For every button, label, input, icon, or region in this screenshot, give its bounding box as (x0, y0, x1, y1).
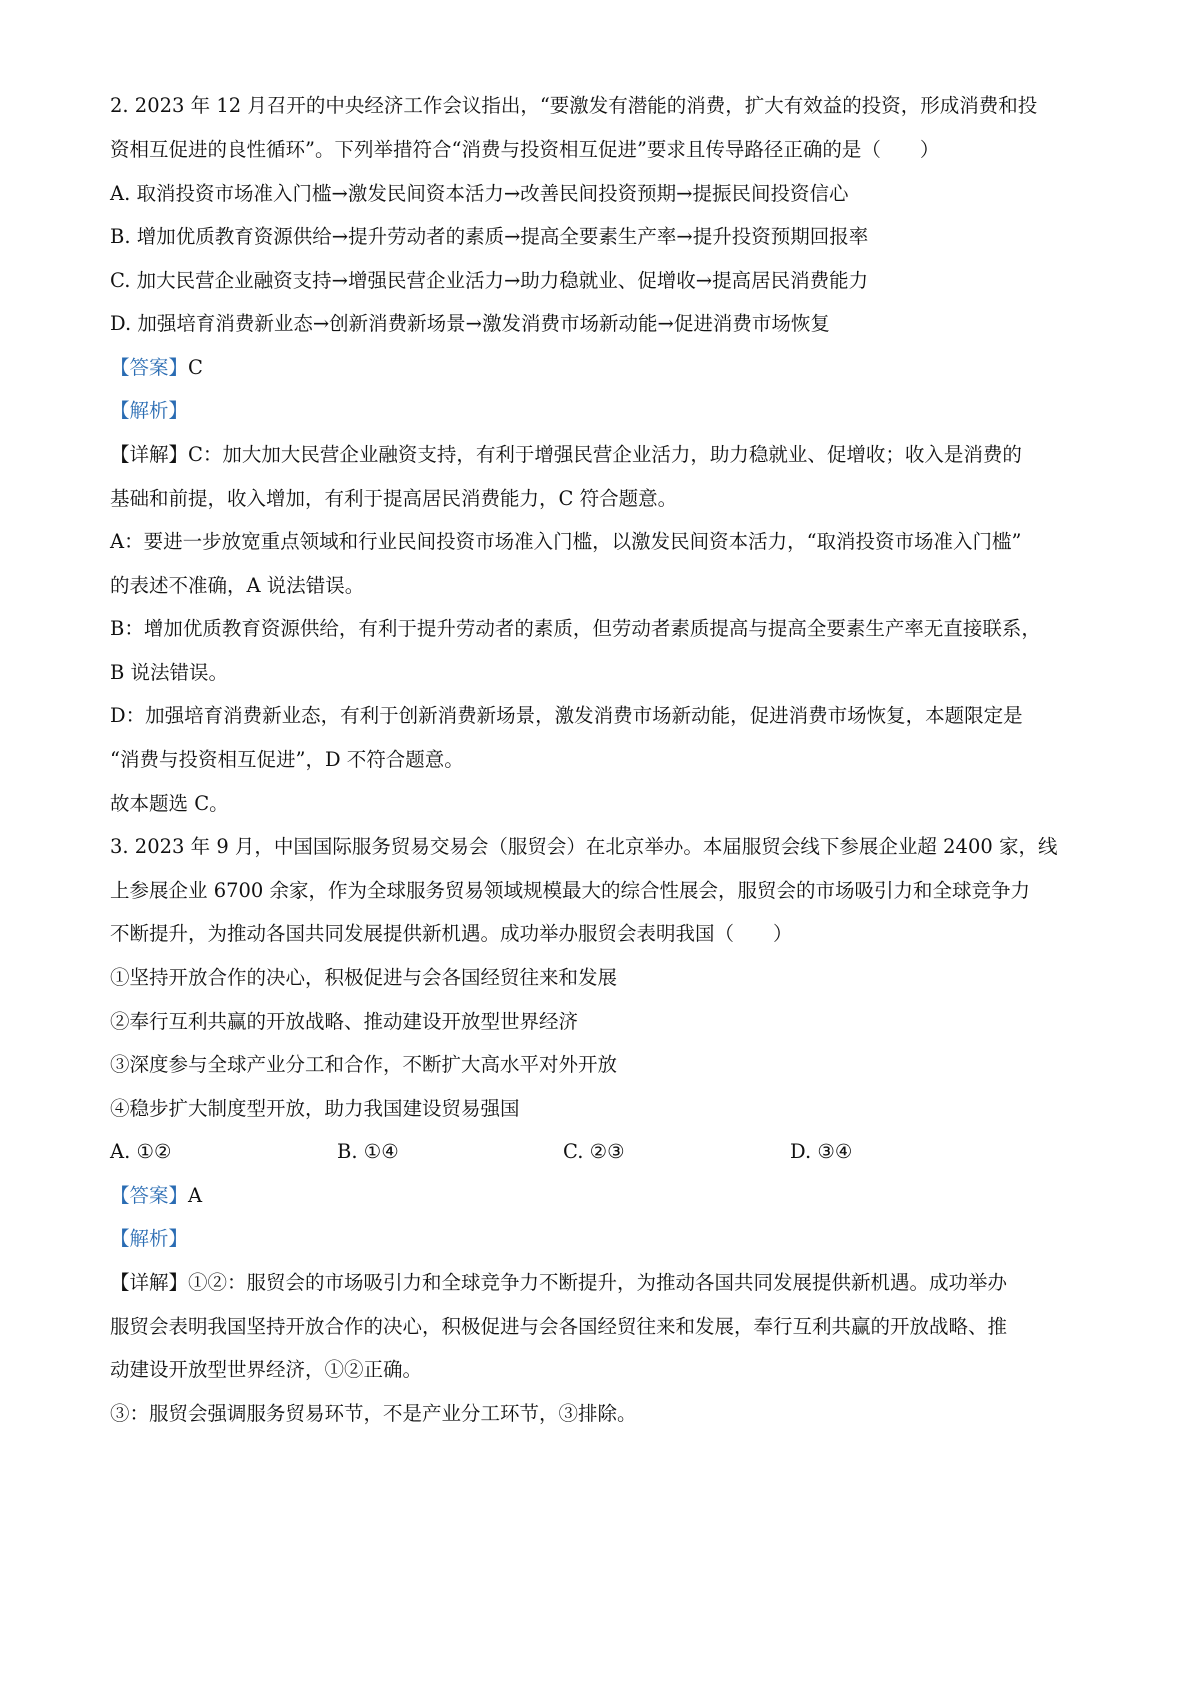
q3-analysis-tag: 【解析】 (110, 1227, 189, 1250)
q2-detail-line-5: B：增加优质教育资源供给，有利于提升劳动者的素质，但劳动者素质提高与提高全要素生产率无直接联系， (110, 617, 1041, 640)
q3-stem-line-1: 3. 2023 年 9 月，中国国际服务贸易交易会（服贸会）在北京举办。本届服贸会线下参展企业超 2400 家，线 (110, 835, 1058, 858)
q3-detail-line-2: 服贸会表明我国坚持开放合作的决心，积极促进与会各国经贸往来和发展，奉行互利共赢的开放战略、推 (110, 1315, 1008, 1338)
q3-detail-line-4: ③：服贸会强调服务贸易环节，不是产业分工环节，③排除。 (110, 1402, 637, 1425)
q2-stem-line-2: 资相互促进的良性循环”。下列举措符合“消费与投资相互促进”要求且传导路径正确的是（ ） (110, 138, 940, 161)
q2-detail-line-2: 基础和前提，收入增加，有利于提高居民消费能力，C 符合题意。 (110, 487, 678, 510)
q2-detail-line-4: 的表述不准确，A 说法错误。 (110, 574, 365, 597)
q3-answer-tag: 【答案】 (110, 1184, 189, 1207)
q2-analysis (110, 397, 1100, 425)
q2-detail-line-7: D：加强培育消费新业态，有利于创新消费新场景，激发消费市场新动能，促进消费市场恢复，本题限定是 (110, 704, 1023, 727)
q3-stem-line-2: 上参展企业 6700 余家，作为全球服务贸易领域规模最大的综合性展会，服贸会的市场吸引力和全球竞争力 (110, 879, 1031, 902)
q3-statement-2: ②奉行互利共赢的开放战略、推动建设开放型世界经济 (110, 1010, 579, 1033)
q2-stem-line-1: 2. 2023 年 12 月召开的中央经济工作会议指出，“要激发有潜能的消费，扩大有效益的投资，形成消费和投 (110, 94, 1038, 117)
q2-detail-text: C：加大加大民营企业融资支持，有利于增强民营企业活力，助力稳就业、促增收；收入是消费的 (188, 443, 1022, 466)
q3-stem-line-3: 不断提升，为推动各国共同发展提供新机遇。成功举办服贸会表明我国（ ） (110, 922, 793, 945)
q2-analysis-tag: 【解析】 (110, 399, 189, 422)
q3-detail-line-3: 动建设开放型世界经济，①②正确。 (110, 1358, 423, 1381)
q2-detail-line-9: 故本题选 C。 (110, 792, 229, 815)
q2-option-a: A. 取消投资市场准入门槛→激发民间资本活力→改善民间投资预期→提振民间投资信心 (110, 182, 849, 205)
q3-analysis (110, 1225, 1100, 1253)
q3-option-d: D. ③④ (790, 1140, 853, 1163)
q2-detail-line-1 (110, 441, 1100, 469)
q3-detail-text: ①②：服贸会的市场吸引力和全球竞争力不断提升，为推动各国共同发展提供新机遇。成功举办 (188, 1271, 1008, 1294)
q3-detail-line-1 (110, 1269, 1100, 1297)
q3-option-b: B. ①④ (337, 1140, 399, 1163)
q3-answer (110, 1182, 1100, 1210)
q2-detail-line-3: A：要进一步放宽重点领域和行业民间投资市场准入门槛，以激发民间资本活力，“取消投资市场准入门槛” (110, 530, 1022, 553)
q2-detail-line-6: B 说法错误。 (110, 661, 229, 684)
q2-option-d: D. 加强培育消费新业态→创新消费新场景→激发消费市场新动能→促进消费市场恢复 (110, 312, 830, 335)
q2-answer-value: C (188, 356, 203, 379)
q3-option-c: C. ②③ (563, 1140, 625, 1163)
q3-statement-1: ①坚持开放合作的决心，积极促进与会各国经贸往来和发展 (110, 966, 618, 989)
q3-statement-4: ④稳步扩大制度型开放，助力我国建设贸易强国 (110, 1097, 520, 1120)
q3-statement-3: ③深度参与全球产业分工和合作，不断扩大高水平对外开放 (110, 1053, 618, 1076)
q2-answer (110, 354, 1100, 382)
q2-detail-tag: 【详解】 (110, 443, 189, 466)
q3-option-a: A. ①② (110, 1140, 172, 1163)
q2-answer-tag: 【答案】 (110, 356, 189, 379)
q3-detail-tag: 【详解】 (110, 1271, 189, 1294)
q2-option-c: C. 加大民营企业融资支持→增强民营企业活力→助力稳就业、促增收→提高居民消费能力 (110, 269, 869, 292)
q3-options-row (110, 1138, 1100, 1166)
q3-answer-value: A (188, 1184, 203, 1207)
q2-option-b: B. 增加优质教育资源供给→提升劳动者的素质→提高全要素生产率→提升投资预期回报率 (110, 225, 869, 248)
q2-detail-line-8: “消费与投资相互促进”，D 不符合题意。 (110, 748, 464, 771)
